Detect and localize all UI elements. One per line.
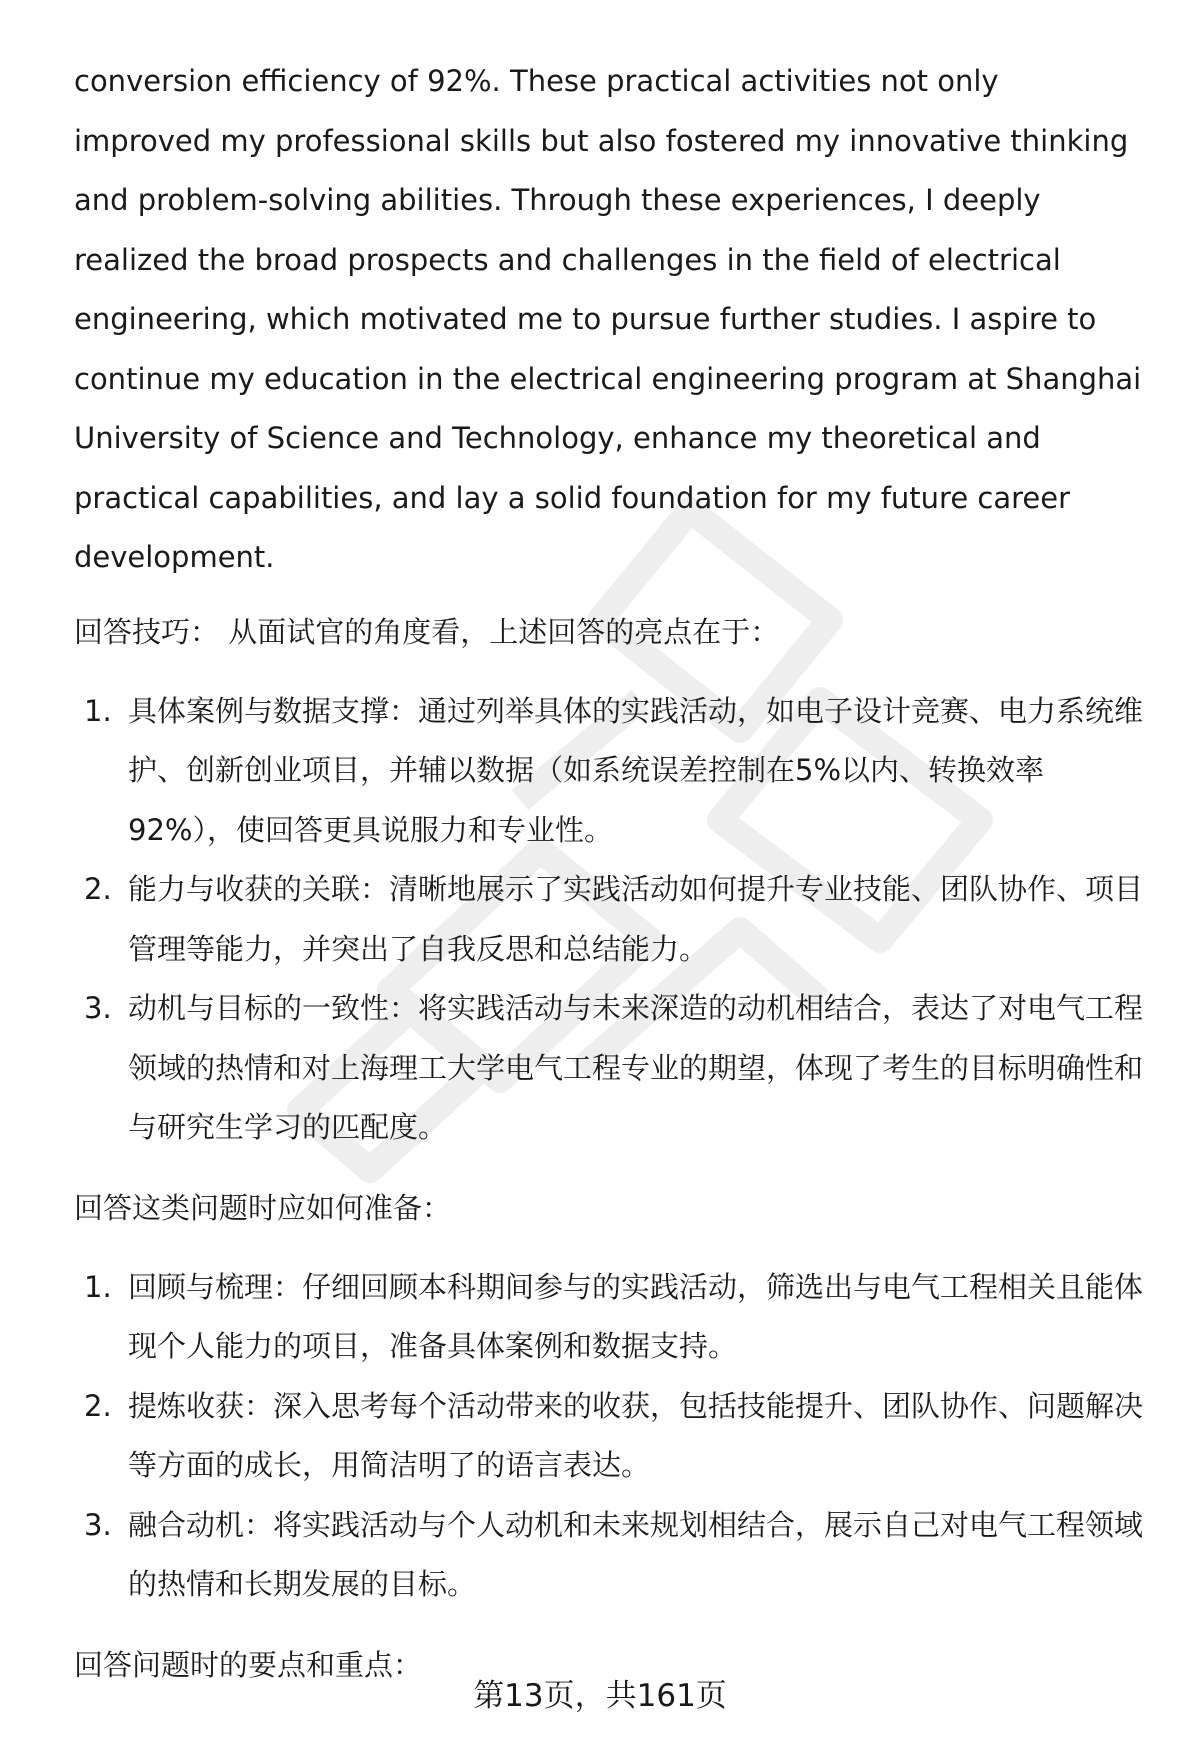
list-item-text: 回顾与梳理：仔细回顾本科期间参与的实践活动，筛选出与电气工程相关且能体现个人能力的项目，准备具体案例和数据支持。 [128,1269,1144,1363]
list-item-number: 1. [84,693,112,728]
page-number-footer: 第13页，共161页 [473,1678,727,1714]
list-item-text: 具体案例与数据支撑：通过列举具体的实践活动，如电子设计竞赛、电力系统维护、创新创业项目，并辅以数据（如系统误差控制在5%以内、转换效率92%），使回答更具说服力和专业性。 [128,693,1144,847]
section-heading-preparation: 回答这类问题时应如何准备： [74,1190,452,1225]
list-item [74,1258,1144,1377]
main-content [74,52,1144,1685]
section-heading-answer-tips: 回答技巧： 从面试官的角度看，上述回答的亮点在于： [74,614,780,649]
list-item [74,860,1144,979]
list-item [74,682,1144,861]
preparation-list [74,1258,1144,1615]
list-item [74,1496,1144,1615]
list-item-text: 动机与目标的一致性：将实践活动与未来深造的动机相结合，表达了对电气工程领域的热情和对上海理工大学电气工程专业的期望，体现了考生的目标明确性和与研究生学习的匹配度。 [128,991,1144,1144]
list-item-number: 3. [84,991,112,1025]
list-item-text: 能力与收获的关联：清晰地展示了实践活动如何提升专业技能、团队协作、项目管理等能力，并突出了自我反思和总结能力。 [128,872,1144,966]
list-item-text: 提炼收获：深入思考每个活动带来的收获，包括技能提升、团队协作、问题解决等方面的成长，用简洁明了的语言表达。 [128,1388,1144,1482]
section-heading-key-points: 回答问题时的要点和重点： [74,1647,423,1682]
list-item [74,979,1144,1158]
intro-paragraph: conversion efficiency of 92%. These practical activities not only improved my professional skills but also fostered my innovative thinking and problem-solving abilities. Through these experiences, I deeply realized the broad prospects and challenges in the field of electrical engineering, which motivated me to pursue further studies. I aspire to continue my education in the electrical engineering program at Shanghai University of Science and Technology, enhance my theoretical and practical capabilities, and lay a solid foundation for my future career development. [74,64,1142,574]
answer-tips-list [74,682,1144,1158]
list-item-number: 2. [84,872,112,906]
list-item-text: 融合动机：将实践活动与个人动机和未来规划相结合，展示自己对电气工程领域的热情和长期发展的目标。 [128,1507,1144,1601]
list-item-number: 1. [84,1269,112,1304]
list-item-number: 3. [84,1507,112,1542]
list-item [74,1377,1144,1496]
list-item-number: 2. [84,1388,112,1423]
